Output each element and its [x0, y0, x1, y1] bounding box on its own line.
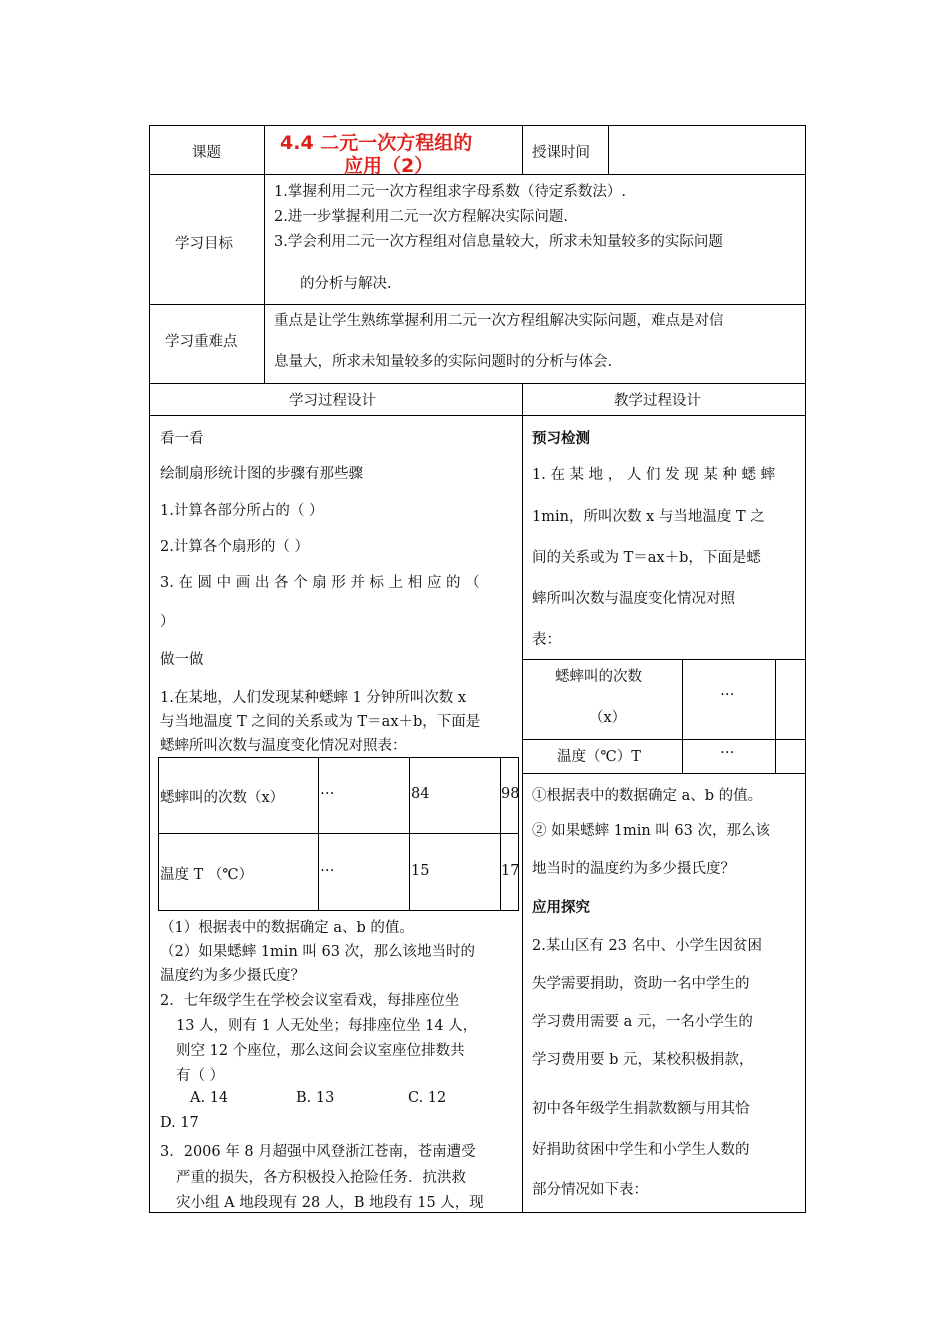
table-cell: 温度 T （℃） — [160, 867, 254, 883]
left-column-header: 学习过程设计 — [289, 393, 376, 409]
look-question: 绘制扇形统计图的步骤有那些骤 — [160, 466, 363, 482]
question-2-line1: （2）如果蟋蟀 1min 叫 63 次，那么该地当时的 — [160, 944, 476, 960]
table-cell: … — [720, 683, 735, 699]
preview-line1: 1. 在 某 地 ， 人 们 发 现 某 种 蟋 蟀 — [532, 467, 776, 483]
table-cell: … — [320, 782, 335, 798]
right-question-2-line2: 地当时的温度约为多少摄氏度？ — [532, 861, 735, 877]
table-cell: 15 — [411, 863, 430, 879]
problem-1-line1: 1.在某地，人们发现某种蟋蟀 1 分钟所叫次数 x — [160, 690, 467, 706]
explore-line3: 学习费用需要 a 元，一名小学生的 — [532, 1014, 753, 1030]
problem-2-line4: 有（ ） — [176, 1068, 225, 1084]
problem-1-line3: 蟋蟀所叫次数与温度变化情况对照表： — [160, 738, 407, 754]
step-2: 2.计算各个扇形的（ ） — [160, 539, 309, 555]
preview-line4: 蟀所叫次数与温度变化情况对照 — [532, 591, 735, 607]
key-points-label: 学习重难点 — [165, 334, 238, 350]
preview-title: 预习检测 — [532, 430, 590, 447]
objective-1: 1.掌握利用二元一次方程组求字母系数（待定系数法）. — [274, 184, 626, 200]
explore-line1: 2.某山区有 23 名中、小学生因贫困 — [532, 938, 763, 954]
problem-2-line3: 则空 12 个座位，那么这间会议室座位排数共 — [176, 1043, 465, 1059]
objective-3: 3.学会利用二元一次方程组对信息量较大，所求未知量较多的实际问题 — [274, 234, 723, 250]
lesson-title-line1: 4.4 二元一次方程组的 — [280, 132, 473, 154]
table-cell: … — [720, 741, 735, 757]
problem-1-line2: 与当地温度 T 之间的关系或为 T＝ax＋b，下面是 — [160, 714, 481, 730]
preview-line3: 间的关系或为 T＝ax＋b，下面是蟋 — [532, 550, 761, 566]
right-question-2-line1: ② 如果蟋蟀 1min 叫 63 次，那么该 — [532, 823, 770, 839]
option-a: A. 14 — [190, 1090, 229, 1106]
objective-3-cont: 的分析与解决. — [300, 276, 392, 292]
explore-line5: 初中各年级学生捐款数额与用其恰 — [532, 1101, 750, 1117]
objective-2: 2.进一步掌握利用二元一次方程解决实际问题. — [274, 209, 568, 225]
preview-line5: 表： — [532, 632, 561, 648]
option-d: D. 17 — [160, 1115, 199, 1131]
table-cell: 温度（℃）T — [557, 749, 641, 765]
class-time-label: 授课时间 — [532, 145, 590, 161]
key-points-line2: 息量大，所求未知量较多的实际问题时的分析与体会. — [274, 354, 613, 370]
option-b: B. 13 — [296, 1090, 335, 1106]
problem-2-line2: 13 人，则有 1 人无处坐；每排座位坐 14 人， — [176, 1018, 478, 1034]
step-3: 3. 在 圆 中 画 出 各 个 扇 形 并 标 上 相 应 的 （ — [160, 575, 480, 591]
step-3-cont: ） — [160, 614, 175, 630]
table-cell: … — [320, 859, 335, 875]
option-c: C. 12 — [408, 1090, 447, 1106]
table-cell: 84 — [411, 786, 430, 802]
step-1: 1.计算各部分所占的（ ） — [160, 503, 324, 519]
explore-line7: 部分情况如下表： — [532, 1182, 648, 1198]
problem-3-line2: 严重的损失，各方积极投入抢险任务．抗洪救 — [176, 1170, 466, 1186]
preview-line2: 1min，所叫次数 x 与当地温度 T 之 — [532, 509, 765, 525]
objectives-label: 学习目标 — [175, 236, 233, 252]
look-title: 看一看 — [160, 431, 204, 447]
problem-3-line3: 灾小组 A 地段现有 28 人，B 地段有 15 人，现 — [176, 1195, 484, 1211]
table-cell: 98 — [501, 786, 520, 802]
table-cell: （x） — [589, 710, 627, 726]
explore-line4: 学习费用要 b 元，某校积极捐款， — [532, 1052, 754, 1068]
table-cell: 蟋蟀叫的次数 — [555, 669, 642, 685]
do-title: 做一做 — [160, 652, 204, 668]
lesson-label: 课题 — [192, 145, 221, 161]
problem-2-line1: 2．七年级学生在学校会议室看戏，每排座位坐 — [160, 993, 460, 1009]
right-column-header: 教学过程设计 — [614, 393, 701, 409]
explore-line6: 好捐助贫困中学生和小学生人数的 — [532, 1142, 750, 1158]
right-question-1: ①根据表中的数据确定 a、b 的值。 — [532, 788, 763, 804]
table-cell: 17 — [501, 863, 520, 879]
explore-title: 应用探究 — [532, 899, 590, 916]
table-cell: 蟋蟀叫的次数（x） — [160, 790, 285, 806]
question-1: （1）根据表中的数据确定 a、b 的值。 — [160, 920, 414, 936]
explore-line2: 失学需要捐助，资助一名中学生的 — [532, 976, 750, 992]
question-2-line2: 温度约为多少摄氏度？ — [160, 968, 305, 984]
problem-3-line1: 3．2006 年 8 月超强中风登浙江苍南，苍南遭受 — [160, 1144, 476, 1160]
lesson-title-line2: 应用（2） — [344, 155, 434, 177]
key-points-line1: 重点是让学生熟练掌握利用二元一次方程组解决实际问题，难点是对信 — [274, 313, 724, 329]
